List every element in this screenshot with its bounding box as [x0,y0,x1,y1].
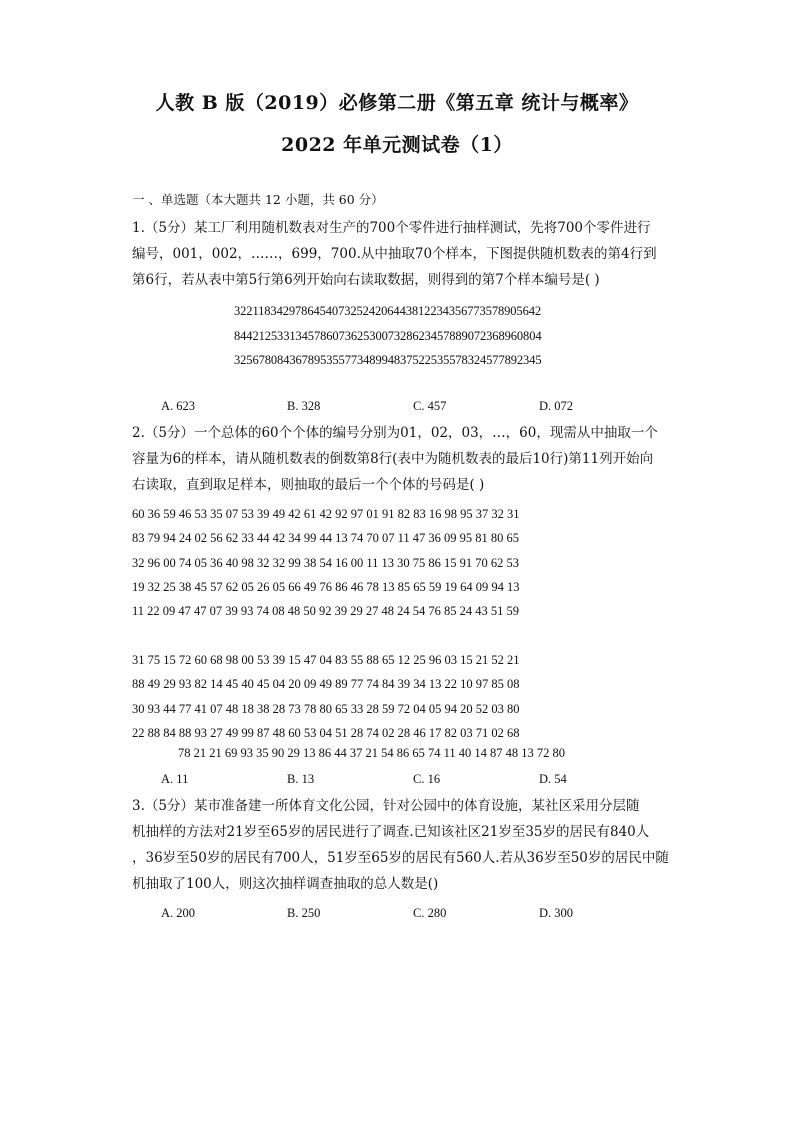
question-line: 右读取，直到取足样本，则抽取的最后一个个体的号码是( ) [132,477,485,493]
question-line: ，36岁至50岁的居民有700人，51岁至65岁的居民有560人.若从36岁至50岁的居民中随 [132,850,669,866]
table-row: 88 49 29 93 82 14 45 40 45 04 20 09 49 89 77 74 84 39 34 13 22 10 97 85 08 [132,677,520,692]
q1-option-c: C. 457 [413,399,447,413]
table-row: 78 21 21 69 93 35 90 29 13 86 44 37 21 54 86 65 74 11 40 14 87 48 13 72 80 [178,746,566,760]
table-row: 30 93 44 77 41 07 48 18 38 28 73 78 80 65 33 28 59 72 04 05 94 20 52 03 80 [132,701,520,716]
random-number-table-q2-part1 [132,502,520,623]
section-heading: 一 、单选题（本大题共 12 小题，共 60 分） [132,192,384,207]
question-line: 容量为6的样本，请从随机数表的倒数第8行(表中为随机数表的最后10行)第11列开始向 [132,451,654,467]
random-number-table-q2-part2 [132,648,520,745]
question-3-text [132,793,669,897]
question-line: 机抽样的方法对21岁至65岁的居民进行了调查.已知该社区21岁至35岁的居民有840人 [132,824,650,840]
table-row: 32 96 00 74 05 36 40 98 32 32 99 38 54 16 00 11 13 30 75 86 15 91 70 62 53 [132,555,520,570]
question-line: 编号，001，002，……，699，700.从中抽取70个样本，下图提供随机数表的第4行到 [132,246,657,262]
q2-option-b: B. 13 [287,772,315,786]
q1-option-b: B. 328 [287,399,321,413]
table-row: 22 88 84 88 93 27 49 99 87 48 60 53 04 51 28 74 02 28 46 17 82 03 71 02 68 [132,725,520,740]
title-line-2: 2022 年单元测试卷（1） [281,134,513,156]
q3-option-a: A. 200 [161,906,196,920]
question-line: 第6行，若从表中第5行第6列开始向右读取数据，则得到的第7个样本编号是( ) [132,272,600,288]
question-line: 机抽取了100人，则这次抽样调查抽取的总人数是() [132,876,439,892]
question-line: 3.（5分）某市准备建一所体育文化公园，针对公园中的体育设施，某社区采用分层随 [132,798,640,814]
question-2-text [132,420,664,498]
q3-option-c: C. 280 [413,906,447,920]
question-line: 2.（5分）一个总体的60个个体的编号分别为01，02，03，…，60，现需从中抽取一个 [132,425,658,441]
q3-option-b: B. 250 [287,906,321,920]
question-line: 1.（5分）某工厂利用随机数表对生产的700个零件进行抽样测试，先将700个零件进行 [132,220,651,236]
table-row: 32211834297864540732524206443812234356773578905642 [234,304,542,318]
table-row: 11 22 09 47 47 07 39 93 74 08 48 50 92 39 29 27 48 24 54 76 85 24 43 51 59 [132,604,520,619]
title-line-1: 人教 B 版（2019）必修第二册《第五章 统计与概率》 [155,92,639,114]
table-row: 83 79 94 24 02 56 62 33 44 42 34 99 44 13 74 70 07 11 47 36 09 95 81 80 65 [132,531,520,546]
table-row: 31 75 15 72 60 68 98 00 53 39 15 47 04 83 55 88 65 12 25 96 03 15 21 52 21 [132,653,520,667]
question-1-text [132,215,664,293]
table-row: 19 32 25 38 45 57 62 05 26 05 66 49 76 86 46 78 13 85 65 59 19 64 09 94 13 [132,579,520,594]
q2-option-a: A. 11 [161,772,189,786]
q1-option-d: D. 072 [539,399,574,413]
random-number-table-q1 [234,299,542,373]
table-row: 60 36 59 46 53 35 07 53 39 49 42 61 42 92 97 01 91 82 83 16 98 95 37 32 31 [132,507,520,521]
q1-option-a: A. 623 [161,399,196,413]
table-row: 32567808436789535577348994837522535578324577892345 [234,353,542,367]
q3-option-d: D. 300 [539,906,574,920]
q2-option-d: D. 54 [539,772,567,786]
q2-option-c: C. 16 [413,772,441,786]
table-row: 84421253313457860736253007328623457889072368960804 [234,328,542,343]
